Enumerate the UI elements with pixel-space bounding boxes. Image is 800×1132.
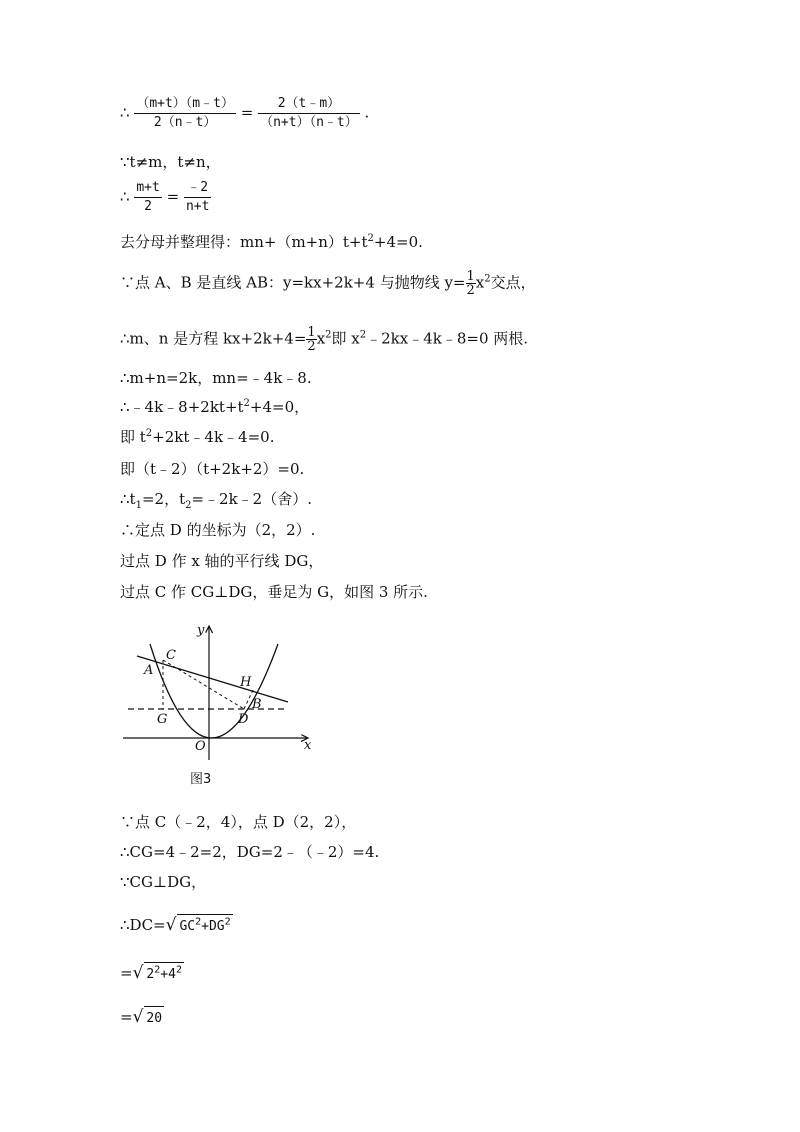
radicand: 20 (144, 1006, 164, 1029)
equation-line-11 (120, 489, 312, 509)
text-segment: +DG (201, 919, 225, 934)
equation-line-20 (120, 1006, 164, 1029)
equation-line-9 (120, 427, 274, 447)
superscript: 2 (484, 273, 491, 285)
fraction-denominator: 2 (144, 199, 152, 214)
text-segment: ∴m、n 是方程 kx+2k+4= (120, 329, 307, 348)
text-segment: ∵点 A、B 是直线 AB：y=kx+2k+4 与抛物线 y= (120, 273, 466, 292)
equation-line-14: 过点 C 作 CG⊥DG，垂足为 G，如图 3 所示. (120, 583, 428, 601)
square-root (166, 914, 233, 937)
radical-sign: √ (165, 915, 177, 935)
equation-line-15: ∵点 C（﹣2，4），点 D（2，2）， (120, 813, 357, 831)
text-segment: 2 (146, 967, 155, 982)
text-segment: x (316, 329, 326, 348)
square-root (133, 1006, 165, 1029)
text-segment: +4=0. (373, 233, 423, 251)
therefore-symbol: ∴ (120, 103, 130, 122)
fraction-denominator: 2 (307, 339, 316, 354)
figure-caption: 图3 (190, 772, 212, 787)
text-segment: = (120, 964, 133, 982)
text-segment: ﹣2kx﹣4k﹣8=0 两根. (366, 329, 529, 348)
text-segment: ∴﹣4k﹣8+2kt+t (120, 398, 244, 416)
fraction-denominator: （n+t）（n﹣t） (260, 115, 358, 130)
label-c: C (166, 648, 176, 663)
equation-line-18 (120, 914, 233, 937)
superscript: 2 (367, 233, 374, 244)
text-segment: +4=0， (249, 398, 310, 416)
text-segment: ∴DC= (120, 916, 166, 934)
label-d: D (238, 712, 249, 727)
text-segment: = (120, 1008, 133, 1026)
equation-line-17: ∵CG⊥DG， (120, 873, 207, 891)
equation-line-16: ∴CG=4﹣2=2，DG=2﹣（﹣2）=4. (120, 843, 380, 861)
equals-sign: = (240, 103, 254, 122)
fraction-numerator: 2（t﹣m） (258, 96, 360, 114)
equation-line-13: 过点 D 作 x 轴的平行线 DG， (120, 552, 324, 570)
equation-line-1 (120, 96, 369, 131)
label-a: A (144, 663, 154, 678)
fraction-lhs (134, 180, 161, 215)
fraction-denominator: 2（n﹣t） (153, 115, 217, 130)
fraction-rhs (184, 180, 211, 215)
therefore-symbol: ∴ (120, 187, 130, 206)
fraction-rhs (258, 96, 360, 131)
text-segment: =﹣2k﹣2（舍）. (191, 490, 312, 508)
superscript: 2 (243, 398, 250, 409)
text-segment: ∴t (120, 490, 136, 508)
superscript: 2 (195, 916, 202, 928)
equation-line-19 (120, 962, 184, 985)
text-segment: =2，t (141, 490, 186, 508)
superscript: 2 (359, 329, 367, 341)
label-h: H (240, 675, 252, 690)
square-root (133, 962, 184, 985)
radical-sign: √ (132, 1007, 144, 1027)
equation-line-8 (120, 397, 309, 417)
text-segment: +2kt﹣4k﹣4=0. (152, 428, 275, 446)
label-g: G (157, 712, 168, 727)
fraction-numerator: ﹣2 (184, 180, 211, 198)
text-segment: x (475, 273, 485, 292)
fraction-denominator: n+t (185, 199, 210, 214)
fraction-denominator: 2 (466, 283, 475, 298)
label-x: x (304, 738, 312, 753)
label-o: O (195, 739, 206, 754)
equals-sign: = (166, 187, 180, 206)
equation-line-4 (120, 232, 423, 252)
equation-line-10: 即（t﹣2）（t+2k+2）=0. (120, 460, 305, 478)
equation-line-2: ∵t≠m，t≠n， (120, 153, 221, 171)
equation-line-7: ∴m+n=2k，mn=﹣4k﹣8. (120, 369, 312, 387)
superscript: 2 (154, 964, 161, 976)
fraction-lhs (134, 96, 236, 131)
text-segment: +4 (160, 967, 176, 982)
period: . (364, 103, 370, 122)
subscript: 1 (135, 500, 142, 511)
equation-line-3 (120, 180, 211, 215)
half-fraction (466, 270, 476, 297)
label-b: B (252, 697, 262, 712)
text-segment: 去分母并整理得：mn+（m+n）t+t (120, 233, 368, 251)
equation-line-5 (120, 270, 536, 297)
radicand (144, 962, 184, 985)
superscript: 2 (224, 916, 231, 928)
figure-3-diagram (120, 622, 320, 762)
label-y: y (197, 623, 205, 638)
superscript: 2 (325, 329, 332, 341)
fraction-numerator: m+t (134, 180, 161, 198)
superscript: 2 (175, 964, 182, 976)
fraction-numerator: 1 (307, 325, 316, 340)
fraction-numerator: 1 (466, 269, 475, 284)
text-segment: 交点， (490, 273, 536, 292)
equation-line-12: ∴定点 D 的坐标为（2，2）. (120, 521, 316, 539)
equation-line-6 (120, 326, 528, 353)
line-ab (137, 656, 288, 702)
half-fraction (306, 326, 316, 353)
radicand (177, 914, 232, 937)
text-segment: 即 x (331, 329, 360, 348)
superscript: 2 (145, 428, 153, 439)
text-segment: 即 t (120, 428, 146, 446)
text-segment: GC (179, 919, 196, 934)
subscript: 2 (185, 500, 192, 511)
radical-sign: √ (132, 963, 144, 983)
fraction-numerator: （m+t）（m﹣t） (134, 96, 236, 114)
